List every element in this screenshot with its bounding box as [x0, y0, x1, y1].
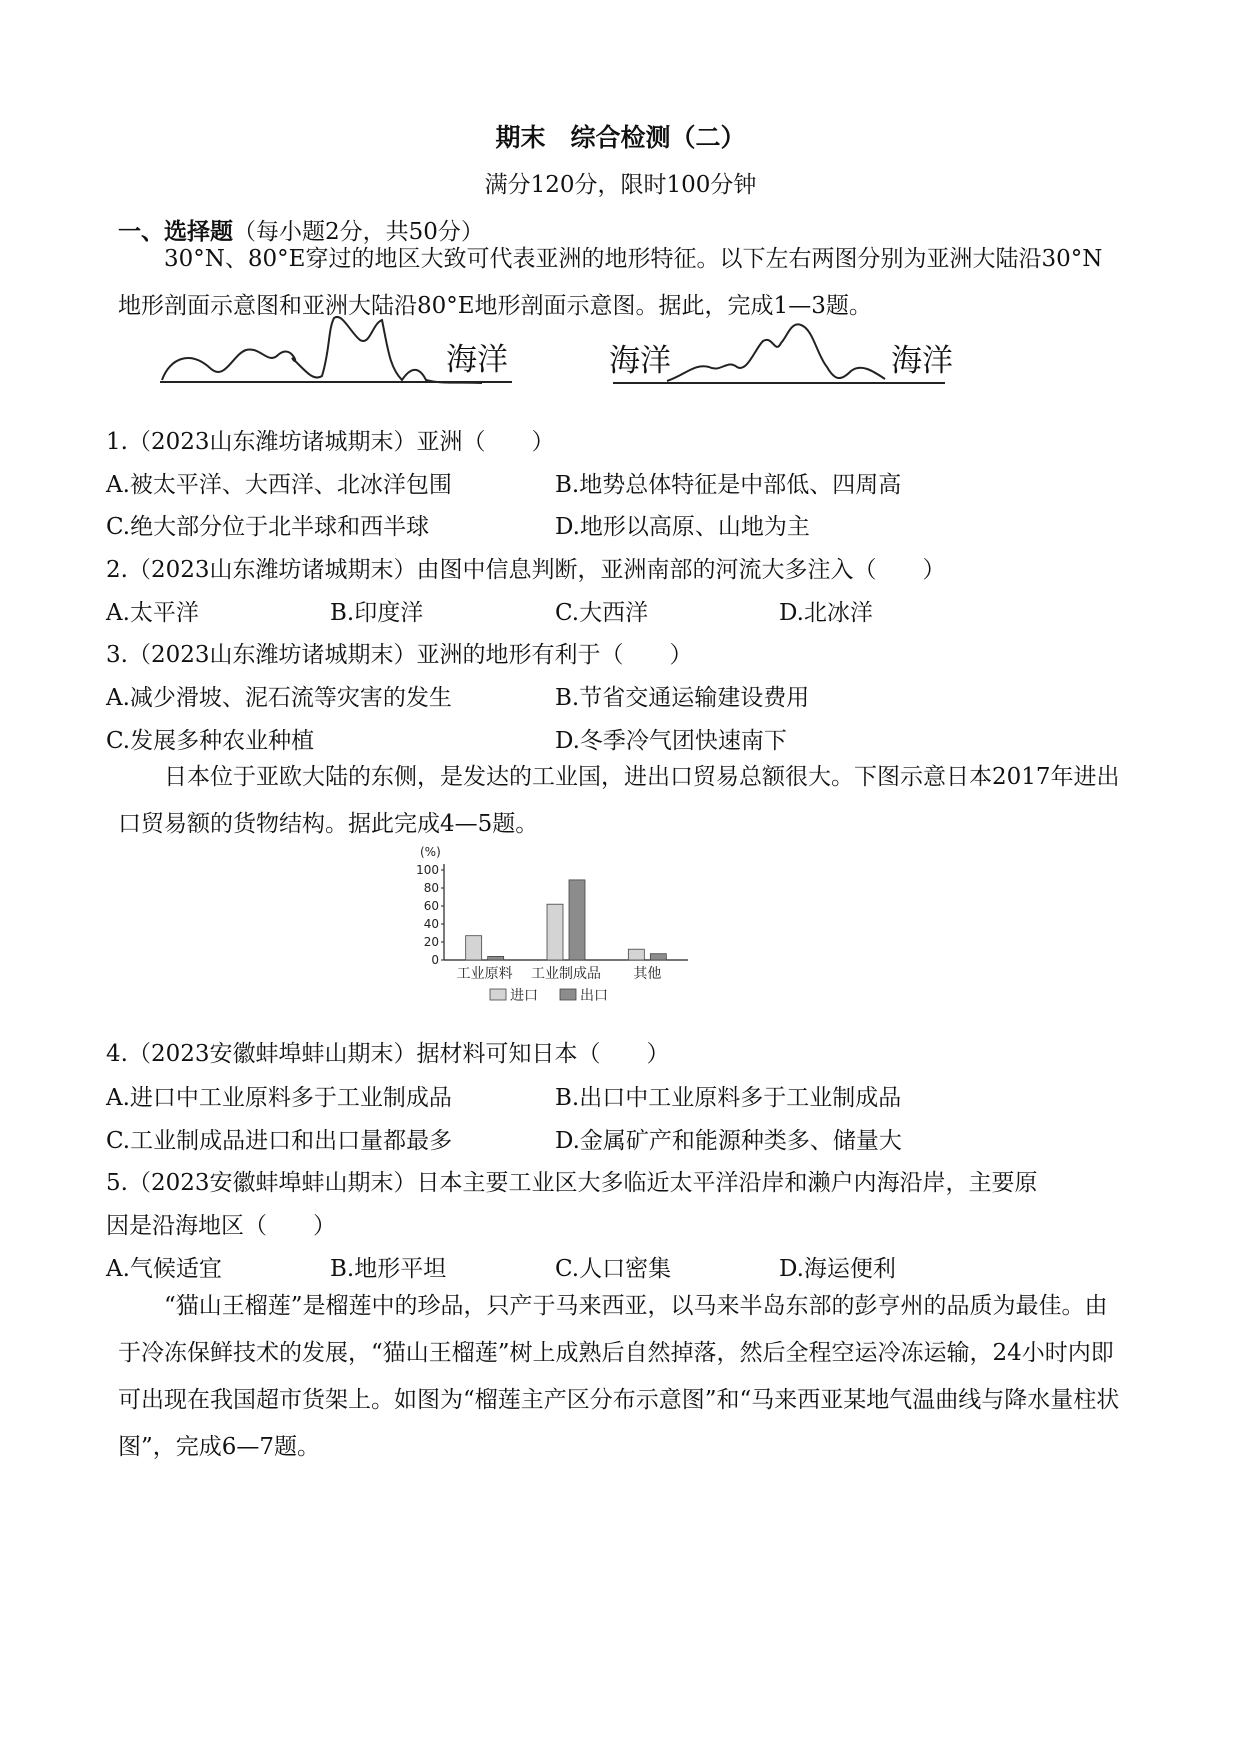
page-title: 期末 综合检测（二）	[495, 123, 746, 152]
chart-category-label: 工业原料	[456, 966, 513, 982]
profile-80e-ocean-label-left: 海洋	[609, 343, 671, 379]
chart-y-tick-label: 40	[423, 917, 439, 931]
chart-y-tick-label: 0	[431, 953, 439, 967]
profile-80e-curve	[667, 324, 885, 381]
question-5-stem-line2: 因是沿海地区（ ）	[106, 1213, 336, 1239]
question-5-option-b: B.地形平坦	[330, 1256, 447, 1282]
chart-bar-出口	[569, 880, 585, 960]
chart-unit-label: (%)	[420, 845, 441, 859]
chart-y-tick-label: 60	[423, 899, 439, 913]
profile-30n-figure	[150, 310, 530, 390]
question-1-option-b: B.地势总体特征是中部低、四周高	[555, 472, 902, 498]
chart-category-label: 工业制成品	[531, 966, 601, 982]
question-2-stem: 2.（2023山东潍坊诸城期末）由图中信息判断，亚洲南部的河流大多注入（ ）	[106, 557, 946, 583]
chart-legend-swatch	[490, 989, 506, 1000]
question-1-option-c: C.绝大部分位于北半球和西半球	[106, 514, 430, 540]
profile-80e-ocean-label-right: 海洋	[891, 343, 953, 379]
question-4-stem: 4.（2023安徽蚌埠蚌山期末）据材料可知日本（ ）	[106, 1041, 670, 1067]
chart-bar-进口	[547, 904, 563, 960]
question-5-option-c: C.人口密集	[555, 1256, 672, 1282]
question-3-stem: 3.（2023山东潍坊诸城期末）亚洲的地形有利于（ ）	[106, 642, 693, 668]
chart-bar-出口	[488, 956, 504, 960]
question-1-option-d: D.地形以高原、山地为主	[555, 514, 810, 540]
chart-legend-label: 进口	[510, 988, 538, 1004]
profile-30n-ocean-label: 海洋	[446, 342, 508, 378]
question-3-option-a: A.减少滑坡、泥石流等灾害的发生	[106, 685, 452, 711]
question-5-stem-line1: 5.（2023安徽蚌埠蚌山期末）日本主要工业区大多临近太平洋沿岸和濑户内海沿岸，主要原	[106, 1170, 1038, 1196]
question-5-option-d: D.海运便利	[779, 1256, 896, 1282]
question-4-option-c: C.工业制成品进口和出口量都最多	[106, 1128, 453, 1154]
question-2-option-a: A.太平洋	[106, 600, 199, 626]
chart-legend-label: 出口	[580, 988, 608, 1004]
intro-paragraph-1: 30°N、80°E穿过的地区大致可代表亚洲的地形特征。以下左右两图分别为亚洲大陆沿30°N地形剖面示意图和亚洲大陆沿80°E地形剖面示意图。据此，完成1—3题。	[118, 246, 1103, 319]
question-4-option-a: A.进口中工业原料多于工业制成品	[106, 1085, 452, 1111]
intro-paragraph-3: “猫山王榴莲”是榴莲中的珍品，只产于马来西亚，以马来半岛东部的彭亨州的品质为最佳。由于冷冻保鲜技术的发展，“猫山王榴莲”树上成熟后自然掉落，然后全程空运冷冻运输，24小时内即可出现在我国超市货架上。如图为“榴莲主产区分布示意图”和“马来西亚某地气温曲线与降水量柱状图”，完成6—7题。	[118, 1293, 1120, 1460]
chart-bar-进口	[628, 949, 644, 960]
chart-y-tick-label: 80	[423, 881, 439, 895]
question-1-option-a: A.被太平洋、大西洋、北冰洋包围	[106, 472, 452, 498]
chart-y-tick-label: 100	[416, 863, 439, 877]
page-subtitle: 满分120分，限时100分钟	[484, 172, 757, 198]
profile-80e-figure	[605, 315, 955, 395]
trade-structure-chart	[410, 840, 710, 1015]
chart-legend-swatch	[560, 989, 576, 1000]
profile-30n-curve	[162, 317, 482, 383]
intro-paragraph-2: 日本位于亚欧大陆的东侧，是发达的工业国，进出口贸易总额很大。下图示意日本2017年进出口贸易额的货物结构。据此完成4—5题。	[118, 764, 1120, 837]
question-2-option-c: C.大西洋	[555, 600, 649, 626]
chart-bar-进口	[466, 936, 482, 960]
section-heading-label: 一、选择题	[118, 218, 233, 245]
question-1-stem: 1.（2023山东潍坊诸城期末）亚洲（ ）	[106, 429, 555, 455]
question-2-option-b: B.印度洋	[330, 600, 424, 626]
section-heading-note: （每小题2分，共50分）	[233, 219, 484, 245]
question-3-option-d: D.冬季冷气团快速南下	[555, 728, 787, 754]
question-2-option-d: D.北冰洋	[779, 600, 873, 626]
chart-y-tick-label: 20	[423, 935, 439, 949]
chart-bar-出口	[650, 954, 666, 960]
chart-category-label: 其他	[633, 966, 662, 982]
question-3-option-b: B.节省交通运输建设费用	[555, 685, 810, 711]
question-3-option-c: C.发展多种农业种植	[106, 728, 315, 754]
question-4-option-d: D.金属矿产和能源种类多、储量大	[555, 1128, 902, 1154]
question-4-option-b: B.出口中工业原料多于工业制成品	[555, 1085, 902, 1111]
question-5-option-a: A.气候适宜	[106, 1256, 222, 1282]
